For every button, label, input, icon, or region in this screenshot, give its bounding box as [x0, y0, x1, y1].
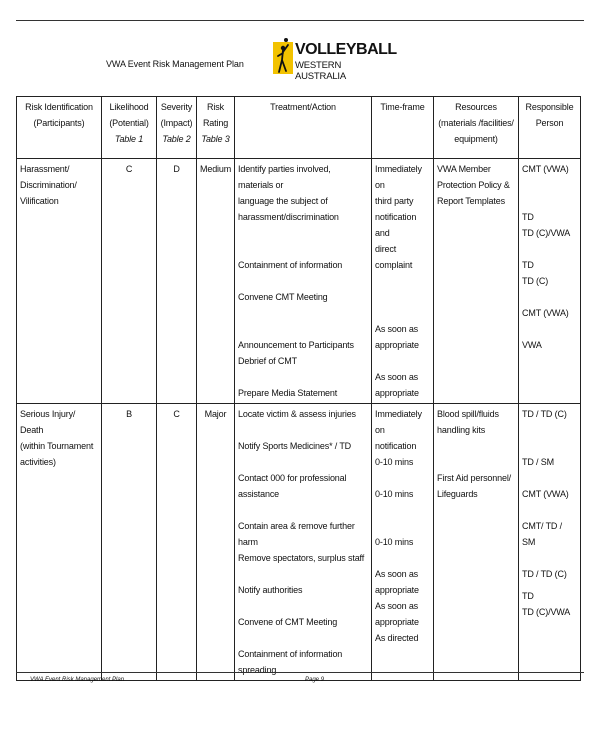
footer-document-name: VWA Event Risk Management Plan: [30, 677, 125, 683]
top-rule: [16, 20, 584, 21]
severity-cell: D: [157, 159, 197, 404]
header-likelihood: Likelihood (Potential) Table 1: [102, 97, 157, 159]
table-row: [17, 404, 581, 681]
header-time-frame: Time-frame: [372, 97, 434, 159]
header-responsible-person: Responsible Person: [519, 97, 581, 159]
responsible-person-cell: CMT (VWA) TD TD (C)/VWA TD TD (C) CMT (VWA) VWA: [519, 159, 581, 404]
likelihood-cell: B: [102, 404, 157, 681]
time-frame-cell: Immediately on third party notification and direct complaint As soon as appropriate As soon as appropriate: [372, 159, 434, 404]
document-title: VWA Event Risk Management Plan: [106, 59, 244, 69]
footer-rule: [16, 672, 584, 673]
time-frame-cell: Immediately on notification 0-10 mins 0-10 mins 0-10 mins As soon as appropriate As soon as appropriate As directed: [372, 404, 434, 681]
treatment-cell: Locate victim & assess injuries Notify Sports Medicines* / TD Contact 000 for professional assistance Contain area & remove further harm Remove spectators, surplus staff Notify authorities Convene of CMT Meeting Containment of information spreading: [235, 404, 372, 681]
resources-cell: VWA Member Protection Policy & Report Templates: [434, 159, 519, 404]
header-treatment-action: Treatment/Action: [235, 97, 372, 159]
volleyball-wa-logo: [273, 38, 397, 82]
table-header-row: [17, 97, 581, 159]
logo-text-western-australia: WESTERN AUSTRALIA: [295, 60, 346, 82]
header-resources: Resources (materials /facilities/ equipment): [434, 97, 519, 159]
risk-identification-cell: Serious Injury/ Death (within Tournament activities): [17, 404, 102, 681]
resources-cell: Blood spill/fluids handling kits First Aid personnel/ Lifeguards: [434, 404, 519, 681]
header-severity: Severity (Impact) Table 2: [157, 97, 197, 159]
treatment-cell: Identify parties involved, materials or language the subject of harassment/discrimination Containment of information Convene CMT Meeting Announcement to Participants Debrief of CMT Prepare Media Statement: [235, 159, 372, 404]
header-risk-identification: Risk Identification (Participants): [17, 97, 102, 159]
risk-management-table: [16, 96, 581, 681]
table-row: [17, 159, 581, 404]
footer-page-number: Page 9: [305, 677, 325, 683]
severity-cell: C: [157, 404, 197, 681]
responsible-person-cell: TD / TD (C) TD / SM CMT (VWA) CMT/ TD / SM TD / TD (C) TD TD (C)/VWA: [519, 404, 581, 681]
header-risk-rating: Risk Rating Table 3: [197, 97, 235, 159]
logo-text-volleyball: VOLLEYBALL: [295, 41, 397, 58]
risk-rating-cell: Major: [197, 404, 235, 681]
likelihood-cell: C: [102, 159, 157, 404]
volleyball-player-icon: [273, 38, 293, 76]
risk-identification-cell: Harassment/ Discrimination/ Vilification: [17, 159, 102, 404]
risk-rating-cell: Medium: [197, 159, 235, 404]
